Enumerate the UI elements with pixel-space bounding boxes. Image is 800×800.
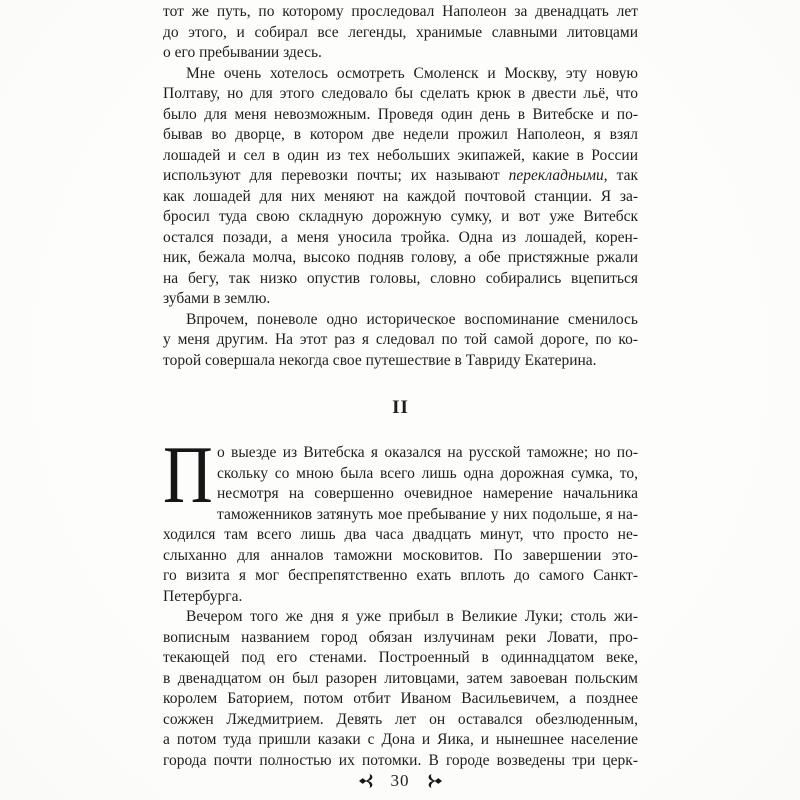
text-line: города почти полностью их потомки. В городе возведены три церк- [163, 751, 638, 769]
text-line: текающей под его стенами. Построенный в одиннадцатом веке, [163, 649, 638, 666]
text-line: торой совершала некогда свое путешествие в Тавриду Екатерина. [163, 351, 597, 369]
drop-cap: П [163, 429, 213, 520]
text-line: Мне очень хотелось осмотреть Смоленск и Москву, эту новую [186, 64, 638, 82]
text-line: слыханно для анналов таможни московитов. По завершении это- [163, 546, 638, 564]
text-line: на бегу, так низко опустив головы, словно собирались вцепиться [163, 269, 638, 287]
text-column [163, 2, 638, 771]
text-line: ник, бежала молча, высоко подняв голову, а обе пристяжные ржали [163, 249, 638, 266]
text-line: вописным названием город обязан излучинам реки Ловати, про- [163, 628, 638, 646]
text-line: как лошадей для них меняют на каждой почтовой станции. Я за- [163, 187, 638, 205]
text-line: Впрочем, поневоле одно историческое воспоминание сменилось [186, 310, 638, 328]
paragraph [163, 64, 638, 310]
text-line: таможенников затянуть мое пребывание у них подольше, я на- [217, 505, 638, 523]
fleuron-left-icon [359, 773, 378, 789]
text-segment: , так [603, 167, 638, 184]
italic-text: перекладными [508, 167, 604, 184]
text-segment: используют для перевозки почты; их называют [163, 167, 509, 184]
text-line: бывав во дворце, в котором две недели прожил Наполеон, я взял [163, 126, 638, 143]
paragraph [163, 429, 638, 607]
text-line: го визита я мог беспрепятственно ехать вплоть до самого Санкт- [163, 567, 638, 584]
text-line: тот же путь, по которому проследовал Наполеон за двенадцать лет [163, 3, 638, 20]
paragraph [163, 2, 638, 64]
text-line: лошадей и сел в один из тех небольших экипажей, какие в России [163, 146, 638, 164]
page-number: 30 [390, 771, 410, 790]
text-line: ходился там всего лишь два часа двадцать минут, что просто не- [163, 526, 638, 543]
paragraph [163, 310, 638, 372]
paragraph [163, 607, 638, 771]
text-line: бросил туда свою складную дорожную сумку, и вот уже Витебск [163, 208, 638, 225]
text-line: до этого, и собирал все легенды, хранимые славными литовцами [163, 23, 638, 41]
text-line: о выезде из Витебска я оказался на русской таможне; но по- [217, 444, 638, 461]
text-line: о его пребывании здесь. [163, 44, 322, 61]
text-line: а потом туда пришли казаки с Дона и Яика, и нынешнее население [163, 731, 638, 748]
text-line [163, 166, 638, 187]
fleuron-right-icon [423, 773, 442, 789]
text-line: у меня другим. На этот раз я следовал по той самой дороге, по ко- [163, 331, 638, 348]
text-line: остался позади, а меня уносила тройка. Одна из лошадей, корен- [163, 228, 638, 246]
text-line: Петербурга. [163, 587, 243, 605]
text-line: зубами в землю. [163, 290, 271, 307]
text-line: Вечером того же дня я уже прибыл в Великие Луки; столь жи- [186, 608, 638, 625]
section-heading: II [392, 397, 409, 418]
text-line: Полтаву, но для этого следовало бы сделать крюк в двести льё, что [163, 85, 638, 102]
text-line: несмотря на совершенно очевидное намерение начальника [217, 485, 638, 502]
text-line: было для меня невозможным. Проведя один день в Витебске и по- [163, 105, 638, 123]
page-footer [0, 771, 800, 791]
text-line: сожжен Лжедмитрием. Девять лет он оставался обезлюденным, [163, 710, 638, 728]
text-line: скольку со мною была всего лишь одна дорожная сумка, то, [217, 464, 638, 482]
text-line: королем Баторием, потом отбит Иваном Васильевичем, а позднее [163, 690, 638, 707]
text-line: в двенадцатом он был разорен литовцами, затем завоеван польским [163, 669, 638, 687]
